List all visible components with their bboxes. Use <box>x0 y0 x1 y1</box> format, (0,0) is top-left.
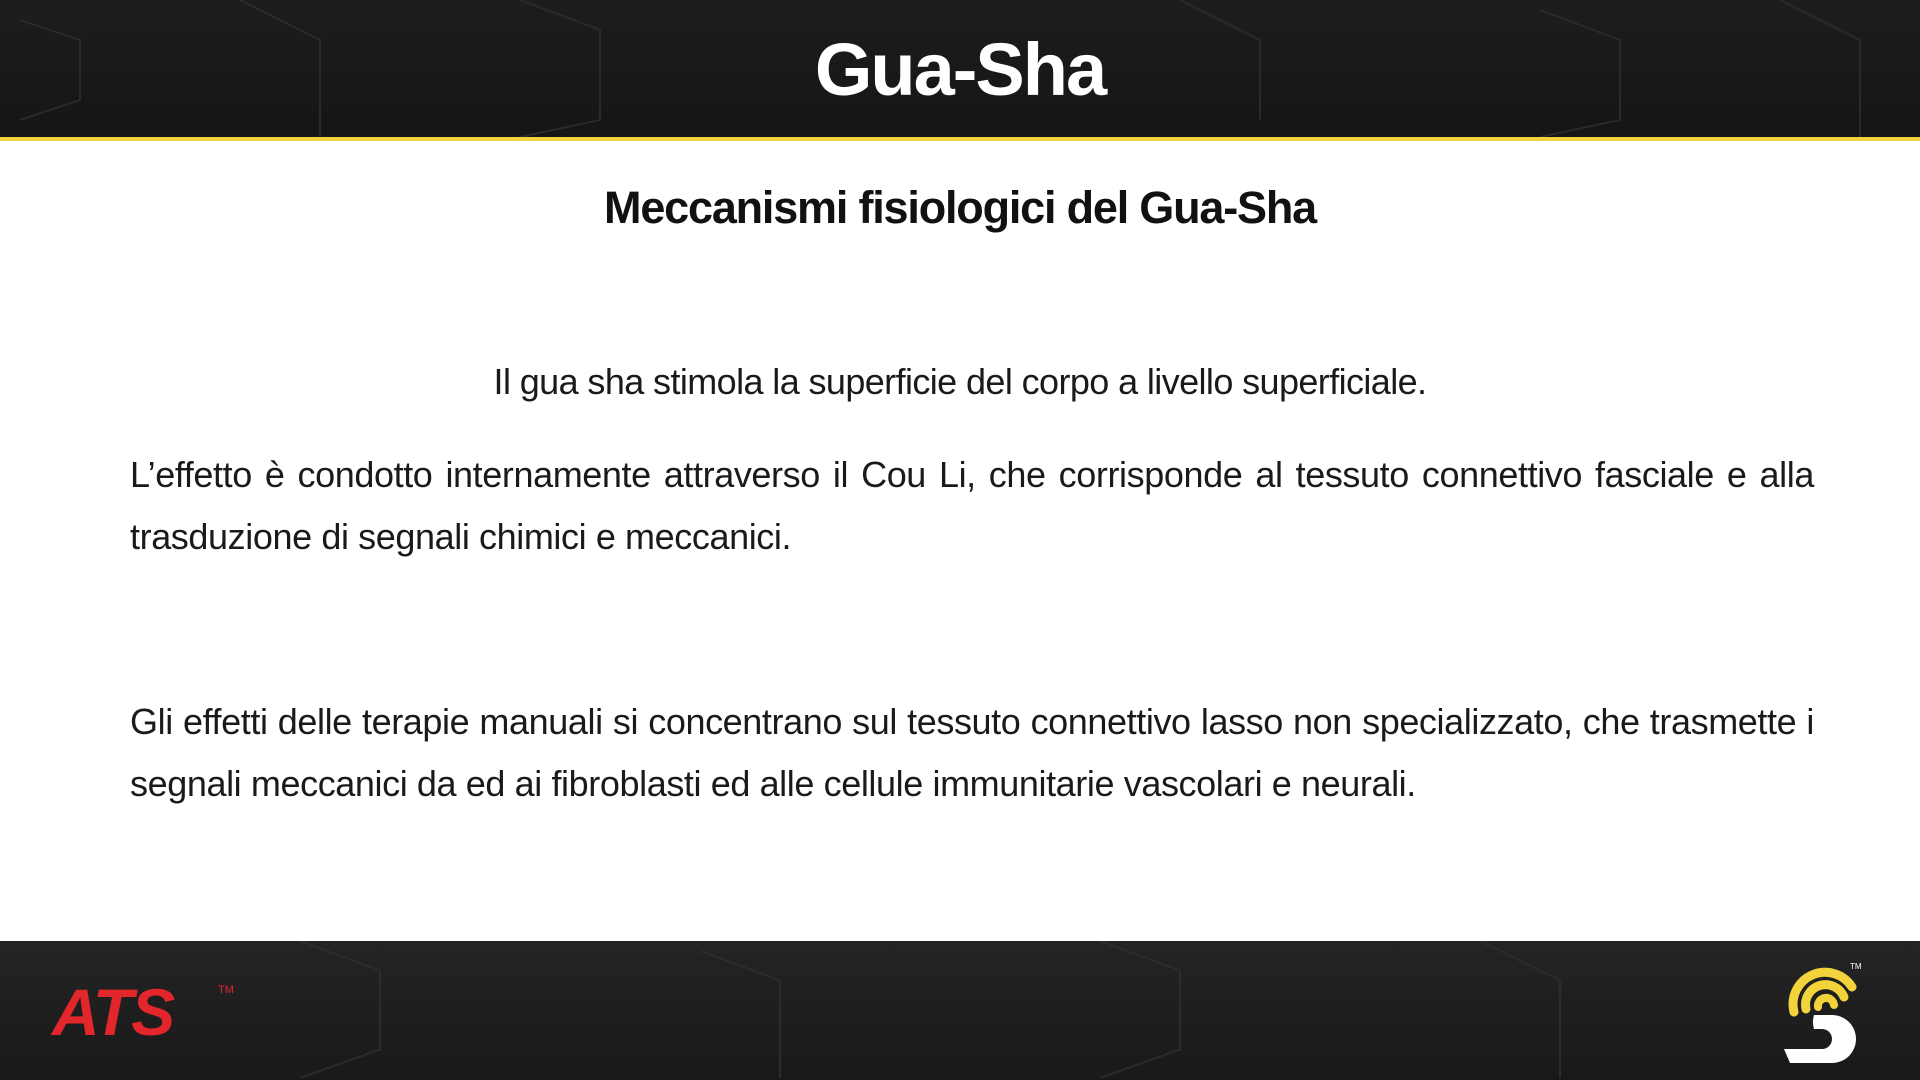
paragraph-intro: Il gua sha stimola la superficie del corpo a livello superficiale. <box>493 361 1427 402</box>
section-heading: Meccanismi fisiologici del Gua-Sha <box>604 182 1316 233</box>
s-logo-trademark: TM <box>1850 962 1862 971</box>
ats-logo-text: ATS <box>52 975 174 1049</box>
ats-logo <box>50 971 250 1051</box>
header-bar <box>0 0 1920 137</box>
footer-hexagon-pattern <box>0 941 1920 1078</box>
accent-divider <box>0 137 1920 141</box>
ats-trademark: TM <box>218 984 234 996</box>
footer-bar <box>0 941 1920 1080</box>
paragraph-manual-therapy: Gli effetti delle terapie manuali si concentrano sul tessuto connettivo lasso non specializzato, che trasmette i segnali meccanici da ed ai fibroblasti ed alle cellule immunitarie vascolari e neurali. <box>130 701 1814 804</box>
s-swirl-logo <box>1774 957 1864 1067</box>
paragraph-cou-li: L’effetto è condotto internamente attraverso il Cou Li, che corrisponde al tessuto connettivo fasciale e alla trasduzione di segnali chimici e meccanici. <box>130 454 1814 557</box>
page-title: Gua-Sha <box>814 28 1106 111</box>
